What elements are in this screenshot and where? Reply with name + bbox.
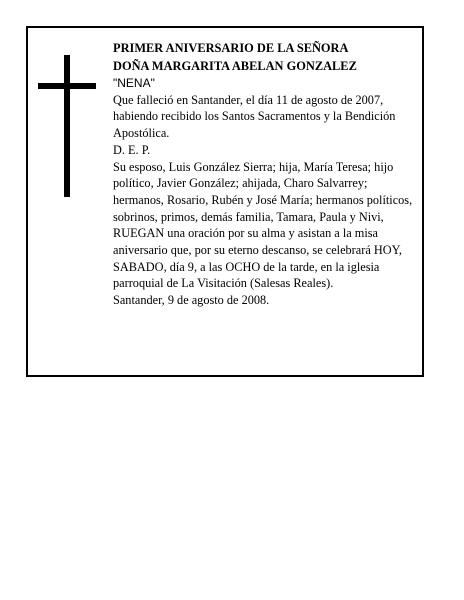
cross-horizontal-bar (38, 83, 96, 89)
death-information: Que falleció en Santander, el día 11 de agosto de 2007, habiendo recibido los Santos Sacramentos y la Bendición Apostólica. (113, 92, 396, 141)
mass-invitation: RUEGAN una oración por su alma y asistan a la misa aniversario que, por su eterno descanso, se celebrará HOY, SABADO, día 9, a las OCHO de la tarde, en la iglesia parroquial de La Visitación (Salesas Reales). (113, 226, 402, 291)
notice-title-line-2: DOÑA MARGARITA ABELAN GONZALEZ (113, 58, 357, 73)
cross-vertical-bar (64, 55, 70, 197)
deceased-nickname: "NENA" (113, 76, 155, 90)
notice-title-line-1: PRIMER ANIVERSARIO DE LA SEÑORA (113, 41, 349, 55)
rest-in-peace: D. E. P. (113, 142, 151, 157)
family-members: Su esposo, Luis González Sierra; hija, María Teresa; hijo político, Javier González; ahijada, Charo Salvarrey; hermanos, Rosario, Rubén y José María; hermanos políticos, sobrinos, primos, demás familia, Tamara, Paula y Nivi, (113, 159, 413, 224)
place-and-date: Santander, 9 de agosto de 2008. (113, 293, 270, 308)
cross-icon (38, 55, 96, 197)
obituary-text (113, 40, 419, 309)
